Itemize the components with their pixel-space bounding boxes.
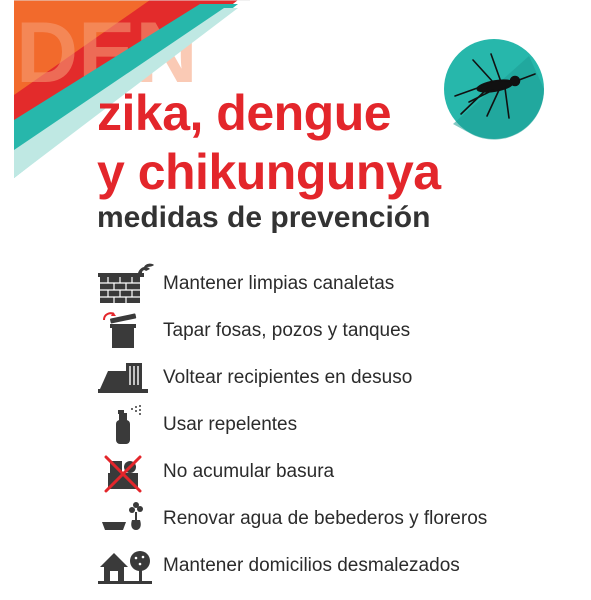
list-item bbox=[96, 545, 576, 591]
list-item bbox=[96, 451, 576, 497]
list-item bbox=[96, 310, 576, 356]
repellent-spray-icon bbox=[96, 404, 156, 450]
water-bowl-vase-icon bbox=[96, 498, 156, 544]
svg-text:DEN: DEN bbox=[16, 5, 198, 101]
measure-label: Usar repelentes bbox=[163, 414, 298, 435]
measure-label: Mantener domicilios desmalezados bbox=[163, 555, 460, 576]
measure-label: No acumular basura bbox=[163, 461, 335, 482]
list-item bbox=[96, 357, 576, 403]
subtitle: medidas de prevención bbox=[97, 201, 431, 234]
no-trash-icon bbox=[96, 451, 156, 497]
flipped-containers-icon bbox=[96, 357, 156, 403]
list-item bbox=[96, 263, 576, 309]
gutter-icon bbox=[96, 263, 156, 309]
title-line-2: y chikungunya bbox=[97, 144, 441, 200]
measure-label: Tapar fosas, pozos y tanques bbox=[163, 320, 411, 341]
title-line-1: zika, dengue bbox=[97, 85, 392, 141]
list-item bbox=[96, 498, 576, 544]
list-item bbox=[96, 404, 576, 450]
covered-tank-icon bbox=[96, 310, 156, 356]
measure-label: Voltear recipientes en desuso bbox=[163, 367, 413, 388]
measure-label: Mantener limpias canaletas bbox=[163, 273, 395, 294]
measure-label: Renovar agua de bebederos y floreros bbox=[163, 508, 488, 529]
house-tree-icon bbox=[96, 545, 156, 591]
